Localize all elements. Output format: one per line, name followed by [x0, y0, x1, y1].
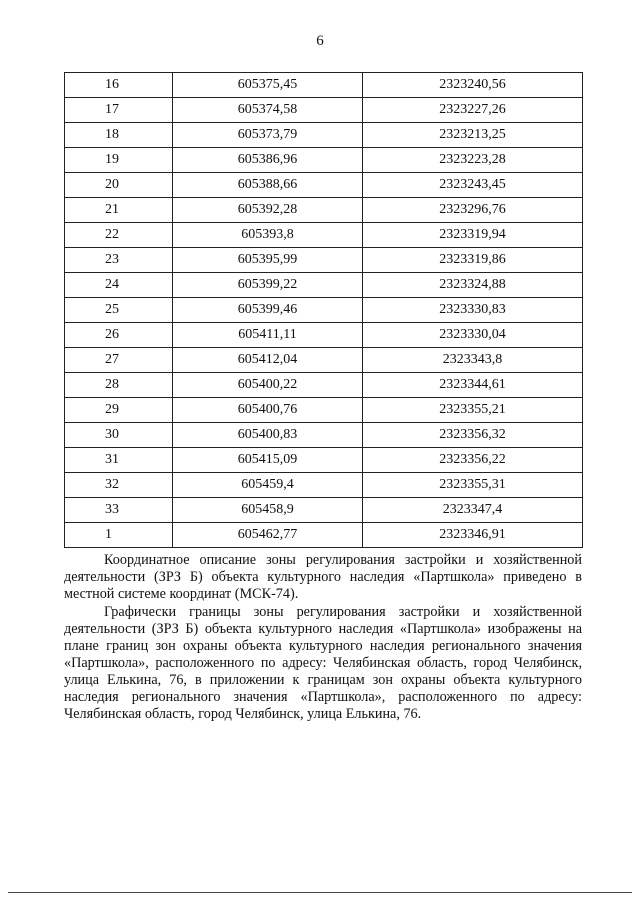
graphic-boundaries-text: Графически границы зоны регулирования застройки и хозяйственной деятельности (ЗРЗ Б) объекта культурного наследия «Партшкола» изображены на плане границ зон охраны объекта культурного наследия регионального значения «Партшкола», расположенного по адресу: Челябинская область, город Челябинск, улица Елькина, 76, в приложении к границам зон охраны объекта культурного наследия регионального значения «Партшкола», расположенного по адресу: Челябинская область, город Челябинск, улица Елькина, 76.: [64, 604, 582, 722]
coordinate-description-paragraph: [64, 552, 582, 603]
x-coordinate-cell: 605411,11: [173, 323, 363, 348]
y-coordinate-cell: 2323330,04: [363, 323, 583, 348]
coordinate-description-text: Координатное описание зоны регулирования застройки и хозяйственной деятельности (ЗРЗ Б) объекта культурного наследия «Партшкола» приведено в местной системе координат (МСК-74).: [64, 552, 582, 602]
table-row: [65, 348, 583, 373]
table-row: [65, 298, 583, 323]
y-coordinate-cell: 2323227,26: [363, 98, 583, 123]
x-coordinate-cell: 605415,09: [173, 448, 363, 473]
point-number-cell: 27: [65, 348, 173, 373]
x-coordinate-cell: 605399,22: [173, 273, 363, 298]
table-row: [65, 223, 583, 248]
table-row: [65, 73, 583, 98]
point-number-cell: 29: [65, 398, 173, 423]
y-coordinate-cell: 2323355,21: [363, 398, 583, 423]
point-number-cell: 33: [65, 498, 173, 523]
table-row: [65, 323, 583, 348]
table-row: [65, 198, 583, 223]
point-number-cell: 25: [65, 298, 173, 323]
point-number-cell: 1: [65, 523, 173, 548]
table-row: [65, 123, 583, 148]
x-coordinate-cell: 605386,96: [173, 148, 363, 173]
point-number-cell: 32: [65, 473, 173, 498]
footer-rule: [8, 892, 632, 893]
x-coordinate-cell: 605400,22: [173, 373, 363, 398]
x-coordinate-cell: 605373,79: [173, 123, 363, 148]
point-number-cell: 20: [65, 173, 173, 198]
x-coordinate-cell: 605399,46: [173, 298, 363, 323]
y-coordinate-cell: 2323324,88: [363, 273, 583, 298]
table-row: [65, 498, 583, 523]
y-coordinate-cell: 2323355,31: [363, 473, 583, 498]
x-coordinate-cell: 605392,28: [173, 198, 363, 223]
table-row: [65, 523, 583, 548]
x-coordinate-cell: 605459,4: [173, 473, 363, 498]
table-row: [65, 173, 583, 198]
x-coordinate-cell: 605395,99: [173, 248, 363, 273]
y-coordinate-cell: 2323319,94: [363, 223, 583, 248]
x-coordinate-cell: 605400,83: [173, 423, 363, 448]
y-coordinate-cell: 2323330,83: [363, 298, 583, 323]
x-coordinate-cell: 605375,45: [173, 73, 363, 98]
table-row: [65, 423, 583, 448]
point-number-cell: 21: [65, 198, 173, 223]
x-coordinate-cell: 605393,8: [173, 223, 363, 248]
y-coordinate-cell: 2323243,45: [363, 173, 583, 198]
point-number-cell: 17: [65, 98, 173, 123]
table-row: [65, 398, 583, 423]
y-coordinate-cell: 2323240,56: [363, 73, 583, 98]
y-coordinate-cell: 2323356,22: [363, 448, 583, 473]
point-number-cell: 16: [65, 73, 173, 98]
y-coordinate-cell: 2323356,32: [363, 423, 583, 448]
y-coordinate-cell: 2323347,4: [363, 498, 583, 523]
x-coordinate-cell: 605400,76: [173, 398, 363, 423]
point-number-cell: 26: [65, 323, 173, 348]
y-coordinate-cell: 2323319,86: [363, 248, 583, 273]
point-number-cell: 28: [65, 373, 173, 398]
y-coordinate-cell: 2323346,91: [363, 523, 583, 548]
table-row: [65, 148, 583, 173]
table-row: [65, 448, 583, 473]
point-number-cell: 18: [65, 123, 173, 148]
x-coordinate-cell: 605462,77: [173, 523, 363, 548]
y-coordinate-cell: 2323213,25: [363, 123, 583, 148]
y-coordinate-cell: 2323344,61: [363, 373, 583, 398]
point-number-cell: 22: [65, 223, 173, 248]
table-row: [65, 98, 583, 123]
y-coordinate-cell: 2323296,76: [363, 198, 583, 223]
coordinates-table: [64, 72, 583, 548]
y-coordinate-cell: 2323343,8: [363, 348, 583, 373]
x-coordinate-cell: 605458,9: [173, 498, 363, 523]
coordinates-table-body: [65, 73, 583, 548]
table-row: [65, 473, 583, 498]
point-number-cell: 31: [65, 448, 173, 473]
point-number-cell: 30: [65, 423, 173, 448]
table-row: [65, 273, 583, 298]
point-number-cell: 23: [65, 248, 173, 273]
x-coordinate-cell: 605412,04: [173, 348, 363, 373]
table-row: [65, 373, 583, 398]
x-coordinate-cell: 605388,66: [173, 173, 363, 198]
graphic-boundaries-paragraph: [64, 604, 582, 723]
page-number: 6: [316, 33, 324, 49]
y-coordinate-cell: 2323223,28: [363, 148, 583, 173]
x-coordinate-cell: 605374,58: [173, 98, 363, 123]
table-row: [65, 248, 583, 273]
point-number-cell: 19: [65, 148, 173, 173]
point-number-cell: 24: [65, 273, 173, 298]
